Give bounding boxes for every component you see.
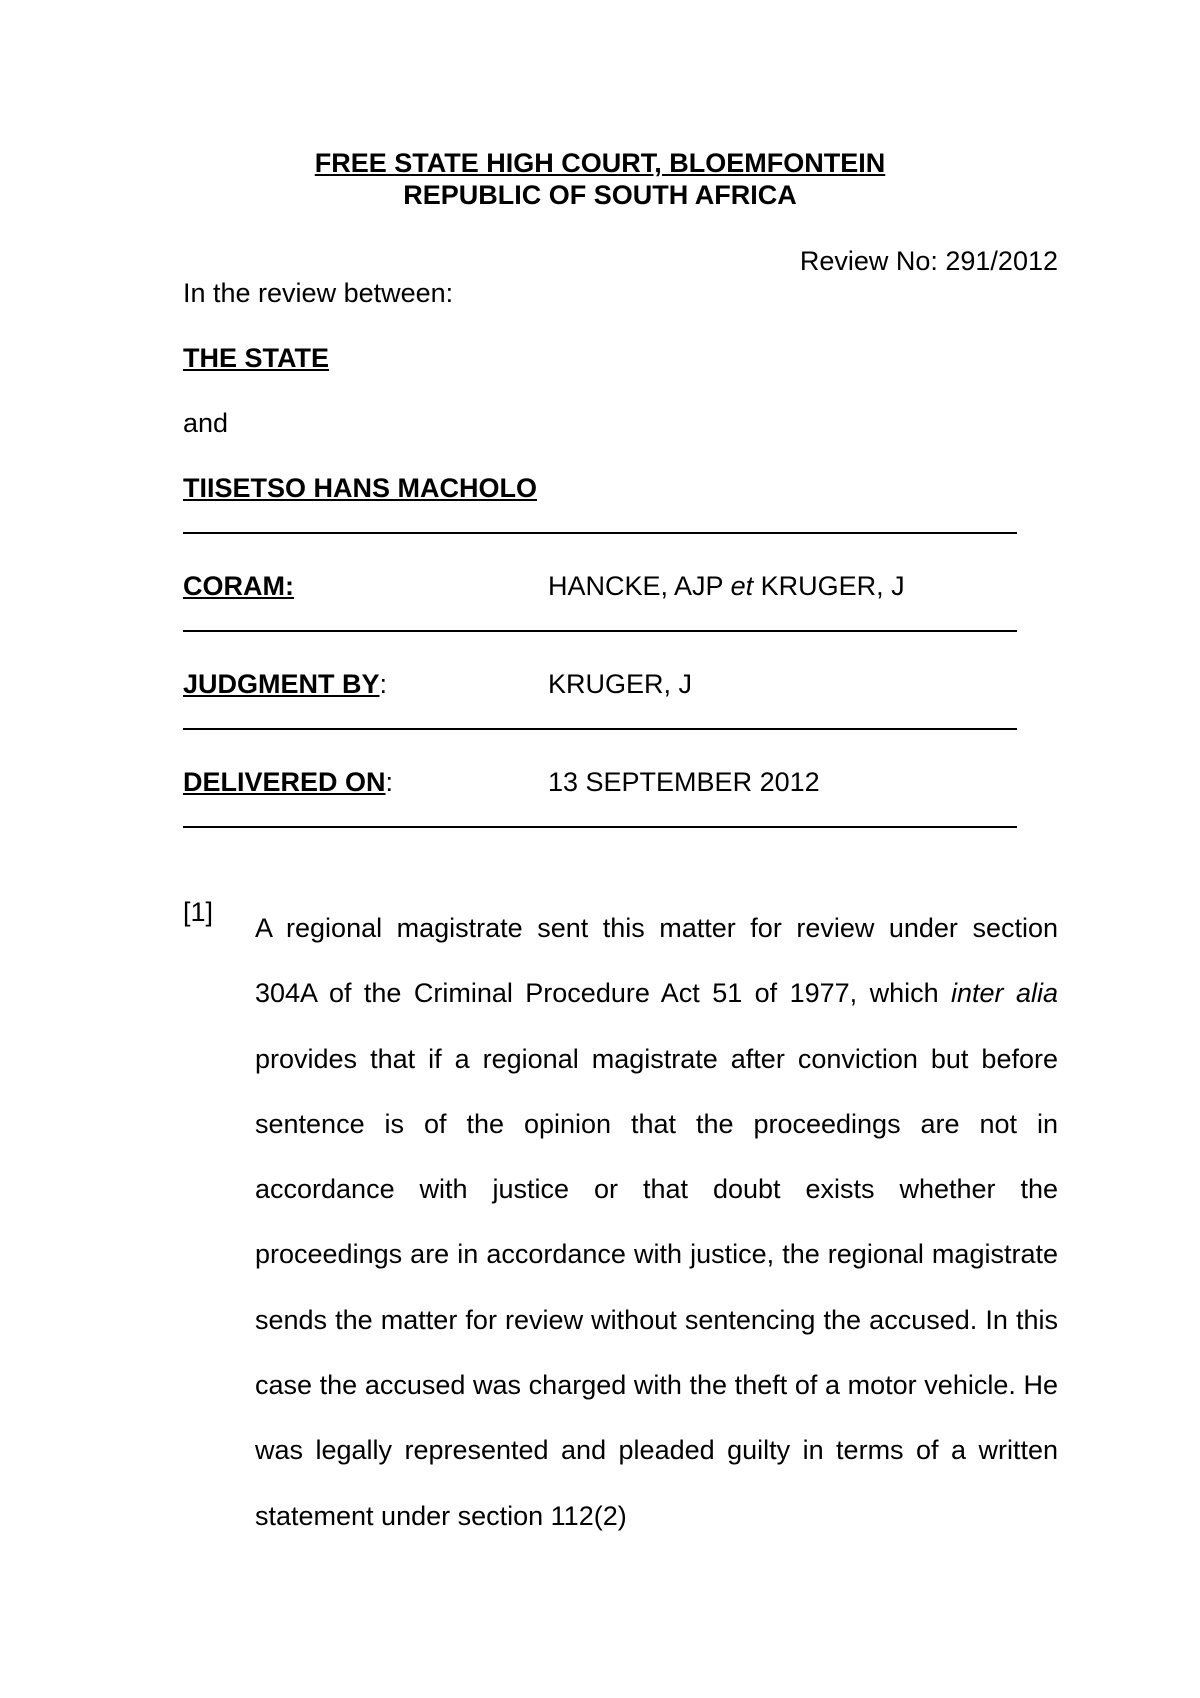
judgment-by-value: KRUGER, J xyxy=(548,669,693,699)
paragraph-text-part1: A regional magistrate sent this matter for review under section 304A of the Criminal Procedure Act 51 of 1977, which xyxy=(255,913,1058,1009)
paragraph-text xyxy=(255,896,1058,1549)
delivered-on-label xyxy=(183,766,393,798)
coram-value-italic: et xyxy=(730,571,754,601)
delivered-on-label-text: DELIVERED ON xyxy=(183,767,386,797)
divider-rule xyxy=(183,728,1017,730)
delivered-on-value: 13 SEPTEMBER 2012 xyxy=(548,767,820,797)
review-number: Review No: 291/2012 xyxy=(799,246,1058,276)
coram-value-part2: KRUGER, J xyxy=(753,571,905,601)
country-heading: REPUBLIC OF SOUTH AFRICA xyxy=(403,180,797,210)
divider-rule xyxy=(183,826,1017,828)
coram-label: CORAM: xyxy=(183,571,294,601)
delivered-on-colon: : xyxy=(385,767,394,797)
divider-rule xyxy=(183,532,1017,534)
paragraph-text-part2: provides that if a regional magistrate after conviction but before sentence is of the opinion that the proceedings are not in accordance with justice or that doubt exists whether the proceedings are in accordance with justice, the regional magistrate sends the matter for review without sentencing the accused. In this case the accused was charged with the theft of a motor vehicle. He was legally represented and pleaded guilty in terms of a written statement under section 112(2) xyxy=(255,1043,1058,1531)
judgment-by-label xyxy=(183,668,387,700)
paragraph-number: [1] xyxy=(183,897,214,927)
judgment-by-colon: : xyxy=(379,669,388,699)
first-party: THE STATE xyxy=(183,343,329,373)
party-conjunction: and xyxy=(183,408,229,438)
paragraph-text-italic: inter alia xyxy=(951,978,1058,1009)
second-party: TIISETSO HANS MACHOLO xyxy=(183,473,538,503)
judgment-by-label-text: JUDGMENT BY xyxy=(183,669,380,699)
review-intro: In the review between: xyxy=(183,278,454,308)
court-name-heading: FREE STATE HIGH COURT, BLOEMFONTEIN xyxy=(314,148,886,178)
coram-value-part1: HANCKE, AJP xyxy=(548,571,731,601)
divider-rule xyxy=(183,630,1017,632)
coram-value xyxy=(548,570,905,602)
